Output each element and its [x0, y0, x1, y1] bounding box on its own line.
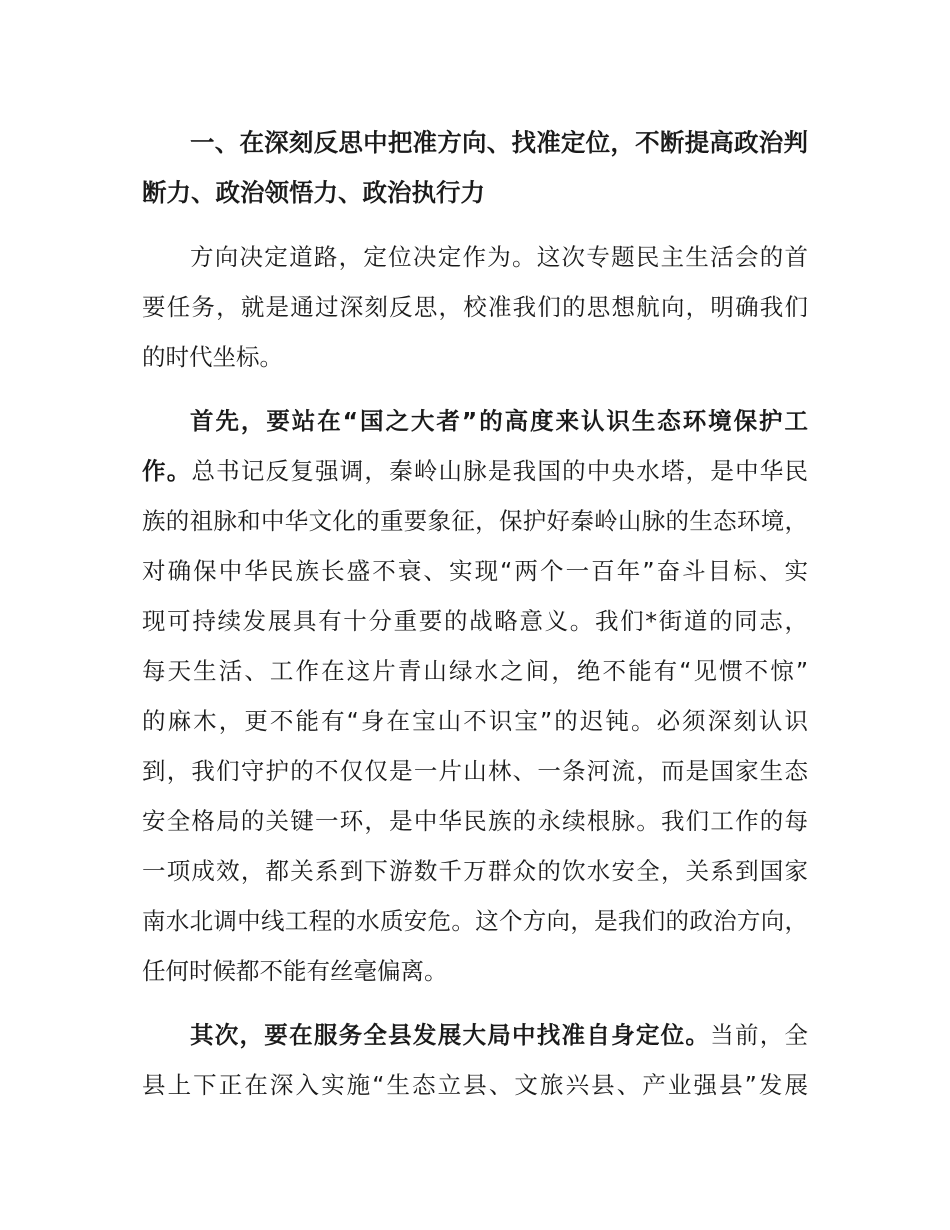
paragraph — [142, 396, 808, 996]
body-text: 到，我们守护的不仅仅是一片山林、一条河流，而是国家生态 — [142, 757, 808, 785]
text-line — [142, 746, 808, 796]
text-line — [142, 946, 808, 996]
text-line — [142, 796, 808, 846]
body-text: 族的祖脉和中华文化的重要象征，保护好秦岭山脉的生态环境， — [142, 507, 808, 535]
text-line — [142, 496, 808, 546]
bold-text: 其次，要在服务全县发展大局中找准自身定位。 — [190, 1021, 711, 1049]
text-line — [142, 168, 808, 218]
body-text: 安全格局的关键一环，是中华民族的永续根脉。我们工作的每 — [142, 807, 808, 835]
text-line — [142, 396, 808, 446]
section-heading — [142, 118, 808, 218]
document-body — [142, 118, 808, 1110]
text-line — [142, 232, 808, 282]
text-line — [142, 696, 808, 746]
text-line — [142, 332, 808, 382]
body-text: 的麻木，更不能有“身在宝山不识宝”的迟钝。必须深刻认识 — [142, 707, 808, 735]
paragraph — [142, 1010, 808, 1110]
body-text: 的时代坐标。 — [142, 343, 283, 371]
body-text: 任何时候都不能有丝毫偏离。 — [142, 957, 448, 985]
body-text: 县上下正在深入实施“生态立县、文旅兴县、产业强县”发展 — [142, 1071, 808, 1099]
text-line — [142, 596, 808, 646]
body-text: 方向决定道路，定位决定作为。这次专题民主生活会的首 — [190, 243, 808, 271]
bold-text: 断力、政治领悟力、政治执行力 — [142, 178, 485, 207]
paragraph — [142, 232, 808, 382]
text-line — [142, 1060, 808, 1110]
bold-text: 首先，要站在“国之大者”的高度来认识生态环境保护工 — [190, 407, 808, 435]
text-line — [142, 446, 808, 496]
text-line — [142, 646, 808, 696]
body-text: 当前，全 — [710, 1021, 808, 1049]
text-line — [142, 118, 808, 168]
body-text: 一项成效，都关系到下游数千万群众的饮水安全，关系到国家 — [142, 857, 808, 885]
text-line — [142, 846, 808, 896]
body-text: 要任务，就是通过深刻反思，校准我们的思想航向，明确我们 — [142, 293, 808, 321]
body-text: 每天生活、工作在这片青山绿水之间，绝不能有“见惯不惊” — [142, 657, 808, 685]
text-line — [142, 546, 808, 596]
bold-text: 作。 — [142, 457, 192, 485]
bold-text: 一、在深刻反思中把准方向、找准定位，不断提高政治判 — [190, 128, 808, 157]
body-text: 对确保中华民族长盛不衰、实现“两个一百年”奋斗目标、实 — [142, 557, 808, 585]
body-text: 南水北调中线工程的水质安危。这个方向，是我们的政治方向， — [142, 907, 808, 935]
text-line — [142, 1010, 808, 1060]
text-line — [142, 896, 808, 946]
text-line — [142, 282, 808, 332]
body-text: 总书记反复强调，秦岭山脉是我国的中央水塔，是中华民 — [191, 457, 809, 485]
body-text: 现可持续发展具有十分重要的战略意义。我们*街道的同志， — [142, 607, 808, 635]
